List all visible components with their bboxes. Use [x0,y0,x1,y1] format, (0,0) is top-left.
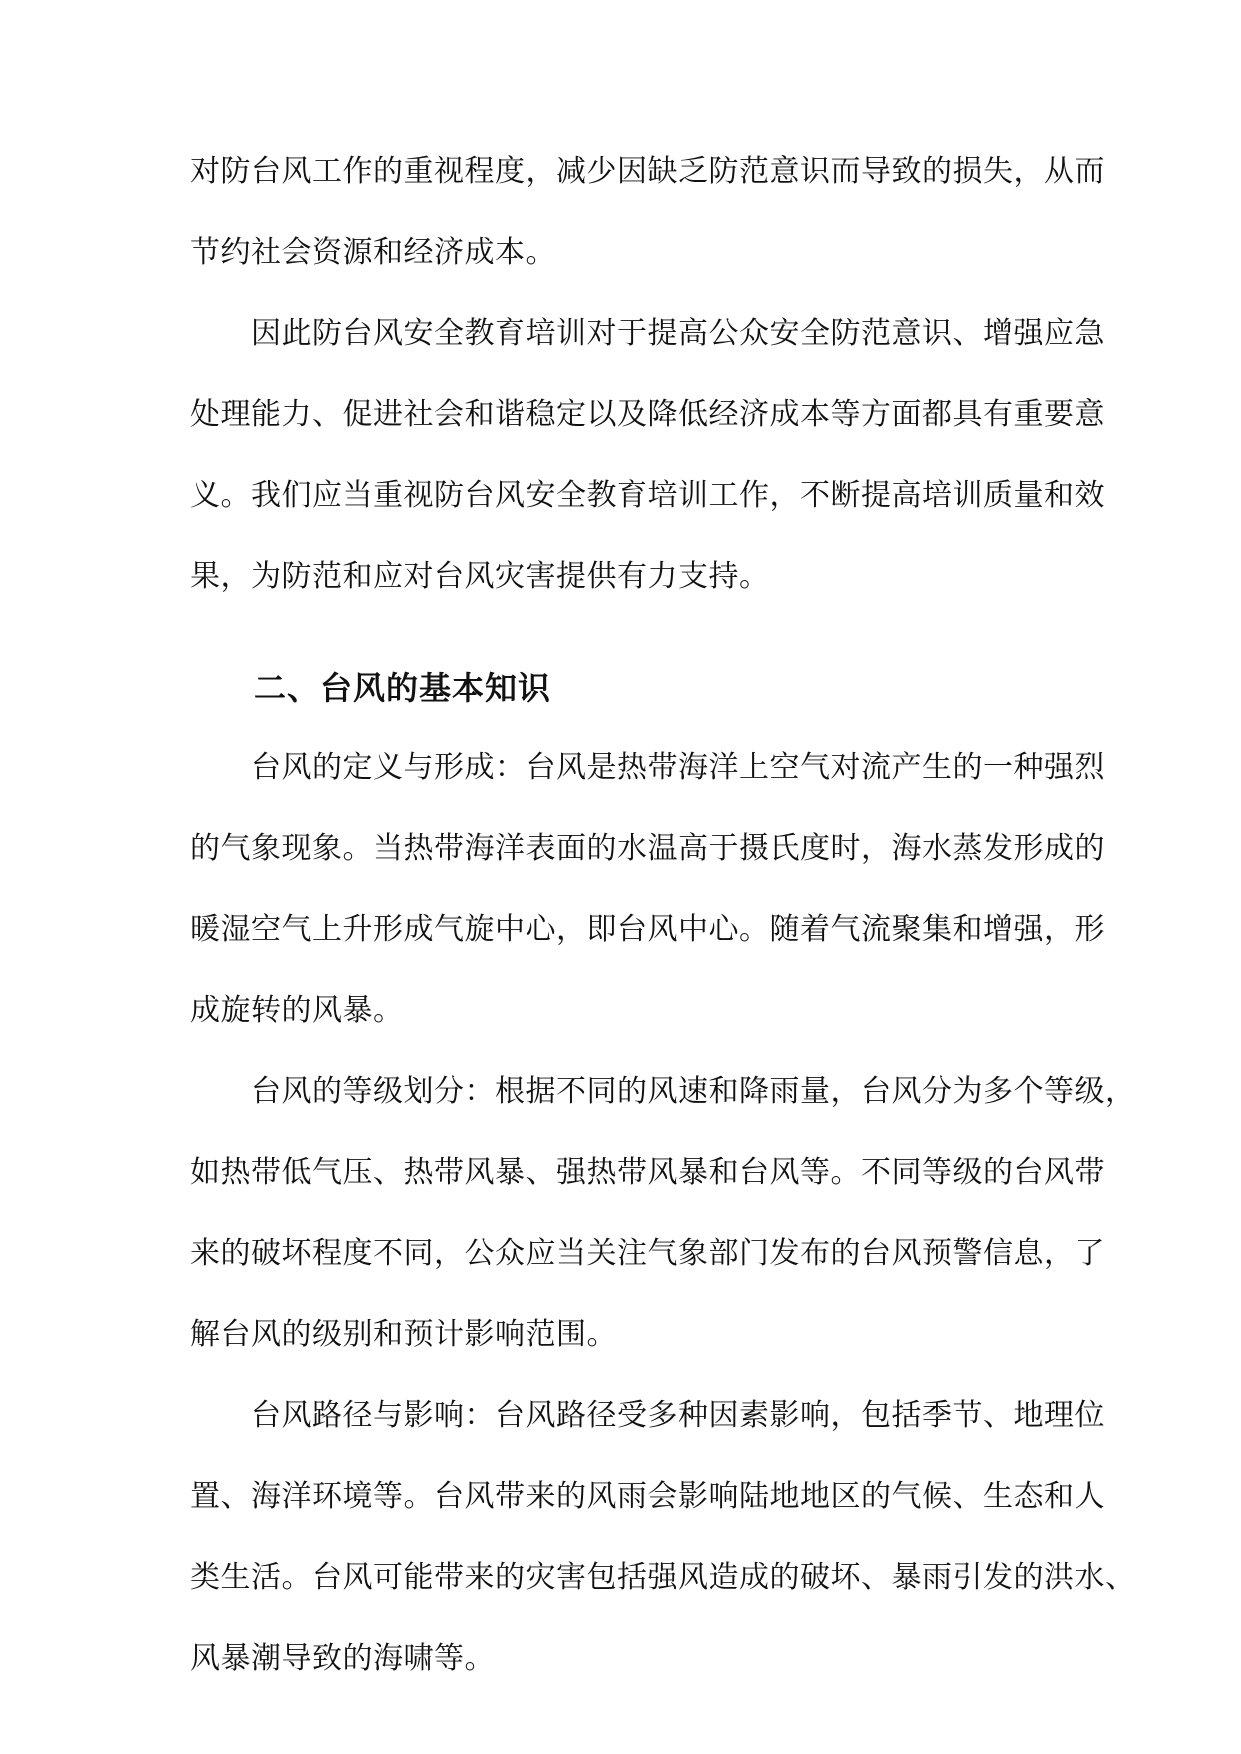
text-line: 义。我们应当重视防台风安全教育培训工作，不断提高培训质量和效 [190,478,1105,513]
text-line: 类生活。台风可能带来的灾害包括强风造成的破坏、暴雨引发的洪水、 [190,1560,1136,1595]
paragraph-conclusion [190,302,1105,626]
text-line: 来的破坏程度不同，公众应当关注气象部门发布的台风预警信息，了 [190,1236,1105,1271]
document-body [190,140,1136,1708]
text-line: 对防台风工作的重视程度，减少因缺乏防范意识而导致的损失，从而 [190,154,1105,189]
paragraph-path [190,1384,1136,1708]
text-line: 风暴潮导致的海啸等。 [190,1641,495,1676]
text-line: 置、海洋环境等。台风带来的风雨会影响陆地地区的气候、生态和人 [190,1479,1105,1514]
text-line: 解台风的级别和预计影响范围。 [190,1317,617,1352]
text-line: 处理能力、促进社会和谐稳定以及降低经济成本等方面都具有重要意 [190,397,1105,432]
paragraph-definition [190,736,1105,1060]
text-line: 台风的定义与形成：台风是热带海洋上空气对流产生的一种强烈 [190,750,1105,785]
text-line: 台风的等级划分：根据不同的风速和降雨量，台风分为多个等级， [190,1074,1136,1109]
section-heading: 二、台风的基本知识 [254,669,552,707]
text-line: 因此防台风安全教育培训对于提高公众安全防范意识、增强应急 [190,316,1105,351]
text-line: 果，为防范和应对台风灾害提供有力支持。 [190,559,770,594]
paragraph-intro [190,140,1105,302]
text-line: 成旋转的风暴。 [190,993,404,1028]
text-line: 台风路径与影响：台风路径受多种因素影响，包括季节、地理位 [190,1398,1105,1433]
text-line: 如热带低气压、热带风暴、强热带风暴和台风等。不同等级的台风带 [190,1155,1105,1190]
text-line: 节约社会资源和经济成本。 [190,235,556,270]
text-line: 暖湿空气上升形成气旋中心，即台风中心。随着气流聚集和增强，形 [190,912,1105,947]
paragraph-levels [190,1060,1136,1384]
text-line: 的气象现象。当热带海洋表面的水温高于摄氏度时，海水蒸发形成的 [190,831,1105,866]
